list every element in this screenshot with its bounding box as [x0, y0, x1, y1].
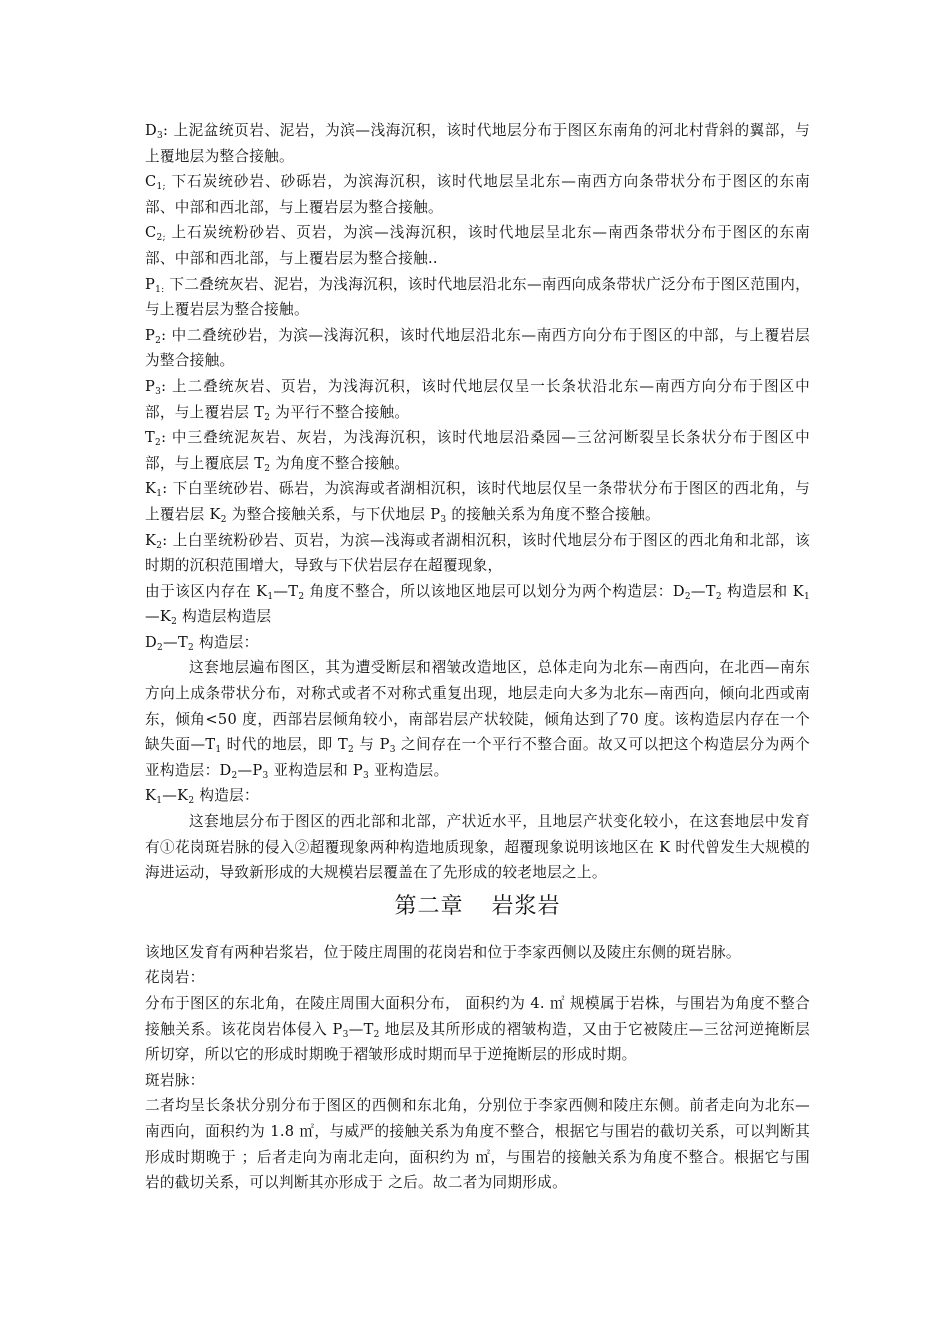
- chapter-heading: [145, 890, 810, 924]
- paragraph-t2: $T_2$: 中三叠统泥灰岩、灰岩，为浅海沉积，该时代地层沿桑园—三岔河断裂呈长条状分布于图区中部，与上覆底层 $T_2$ 为角度不整合接触。: [145, 429, 810, 474]
- stratigraphy-section: [145, 118, 810, 886]
- paragraph-p3: $P_3$: 上二叠统灰岩、页岩，为浅海沉积，该时代地层仅呈一长条状沿北东—南西方向分布于图区中部，与上覆岩层 $T_2$ 为平行不整合接触。: [145, 377, 810, 423]
- igneous-section: [145, 940, 810, 1196]
- paragraph-layer2-body: 这套地层分布于图区的西北部和北部，产状近水平，且地层产状变化较小，在这套地层中发育有①花岗斑岩脉的侵入②超覆现象两种构造地质现象，超覆现象说明该地区在 K 时代曾发生大规模的海进运动，导致新形成的大规模岩层覆盖在了先形成的较老地层之上。: [145, 813, 810, 882]
- paragraph-porphyry-head: 斑岩脉：: [145, 1071, 205, 1089]
- paragraph-k2: $K_2$: 上白垩统粉砂岩、页岩，为滨—浅海或者湖相沉积，该时代地层分布于图区的西北角和北部，该时期的沉积范围增大，导致与下伏岩层存在超覆现象，: [145, 531, 810, 575]
- paragraph-c1: $C_{1;}$ 下石炭统砂岩、砂砾岩，为滨海沉积，该时代地层呈北东—南西方向条带状分布于图区的东南部、中部和西北部，与上覆岩层为整合接触。: [145, 173, 810, 216]
- paragraph-p1: $P_{1:}$ 下二叠统灰岩、泥岩，为浅海沉积，该时代地层沿北东—南西向成条带状广泛分布于图区范围内，与上覆岩层为整合接触。: [145, 275, 810, 319]
- chapter-number: 第二章: [394, 893, 464, 919]
- paragraph-p2: $P_2$: 中二叠统砂岩，为滨—浅海沉积，该时代地层沿北东—南西方向分布于图区的中部，与上覆岩层为整合接触。: [145, 326, 810, 370]
- paragraph-porphyry-body: 二者均呈长条状分别分布于图区的西侧和东北角，分别位于李家西侧和陵庄东侧。前者走向为北东—南西向，面积约为 1.8 ㎡，与威严的接触关系为角度不整合，根据它与围岩的截切关系，可以判断其形成时期晚于 ；后者走向为南北走向，面积约为 ㎡，与围岩的接触关系为角度不整合。根据它与围岩的截切关系，可以判断其亦形成于 之后。故二者为同期形成。: [145, 1097, 810, 1192]
- paragraph-layer1-body: 这套地层遍布图区，其为遭受断层和褶皱改造地区，总体走向为北东—南西向，在北西—南东方向上成条带状分布，对称式或者不对称式重复出现，地层走向大多为北东—南西向，倾向北西或南东，倾角<50 度，西部岩层倾角较小，南部岩层产状较陡，倾角达到了70 度。该构造层内存在一个缺失面$—T_1$ 时代的地层，即 $T_2$ 与 $P_3$ 之间存在一个平行不整合面。故又可以把这个构造层分为两个亚构造层：$D_2—P_3$ 亚构造层和 $P_3$ 亚构造层。: [145, 659, 810, 781]
- paragraph-d3: $D_3$: 上泥盆统页岩、泥岩，为滨—浅海沉积，该时代地层分布于图区东南角的河北村背斜的翼部，与上覆地层为整合接触。: [145, 122, 810, 165]
- paragraph-layer2-head: $K_1—K_2$ 构造层：: [145, 787, 259, 807]
- chapter-title: 岩浆岩: [491, 893, 561, 919]
- paragraph-intro: 该地区发育有两种岩浆岩，位于陵庄周围的花岗岩和位于李家西侧以及陵庄东侧的斑岩脉。: [145, 943, 741, 961]
- paragraph-granite-body: 分布于图区的东北角，在陵庄周围大面积分布， 面积约为 4. ㎡ 规模属于岩株，与围岩为角度不整合接触关系。该花岗岩体侵入 $P_3—T_2$ 地层及其所形成的褶皱构造，又由于它被陵庄—三岔河逆掩断层所切穿，所以它的形成时期晚于褶皱形成时期而早于逆掩断层的形成时期。: [145, 995, 810, 1064]
- paragraph-k1: $K_1$: 下白垩统砂岩、砾岩，为滨海或者湖相沉积，该时代地层仅呈一条带状分布于图区的西北角，与上覆岩层 $K_2$ 为整合接触关系，与下伏地层 $P_3$ 的接触关系为角度不整合接触。: [145, 480, 810, 525]
- paragraph-layer1-head: $D_2—T_2$ 构造层：: [145, 633, 259, 653]
- paragraph-c2: $C_{2;}$ 上石炭统粉砂岩、页岩，为滨—浅海沉积，该时代地层呈北东—南西条带状分布于图区的东南部、中部和西北部，与上覆岩层为整合接触..: [145, 224, 810, 267]
- paragraph-division: 由于该区内存在 $K_1—T_2$ 角度不整合，所以该地区地层可以划分为两个构造层：$D_2—T_2$ 构造层和 $K_1—K_2$ 构造层构造层: [145, 582, 810, 628]
- paragraph-granite-head: 花岗岩：: [145, 969, 205, 987]
- document-body: [145, 118, 810, 1196]
